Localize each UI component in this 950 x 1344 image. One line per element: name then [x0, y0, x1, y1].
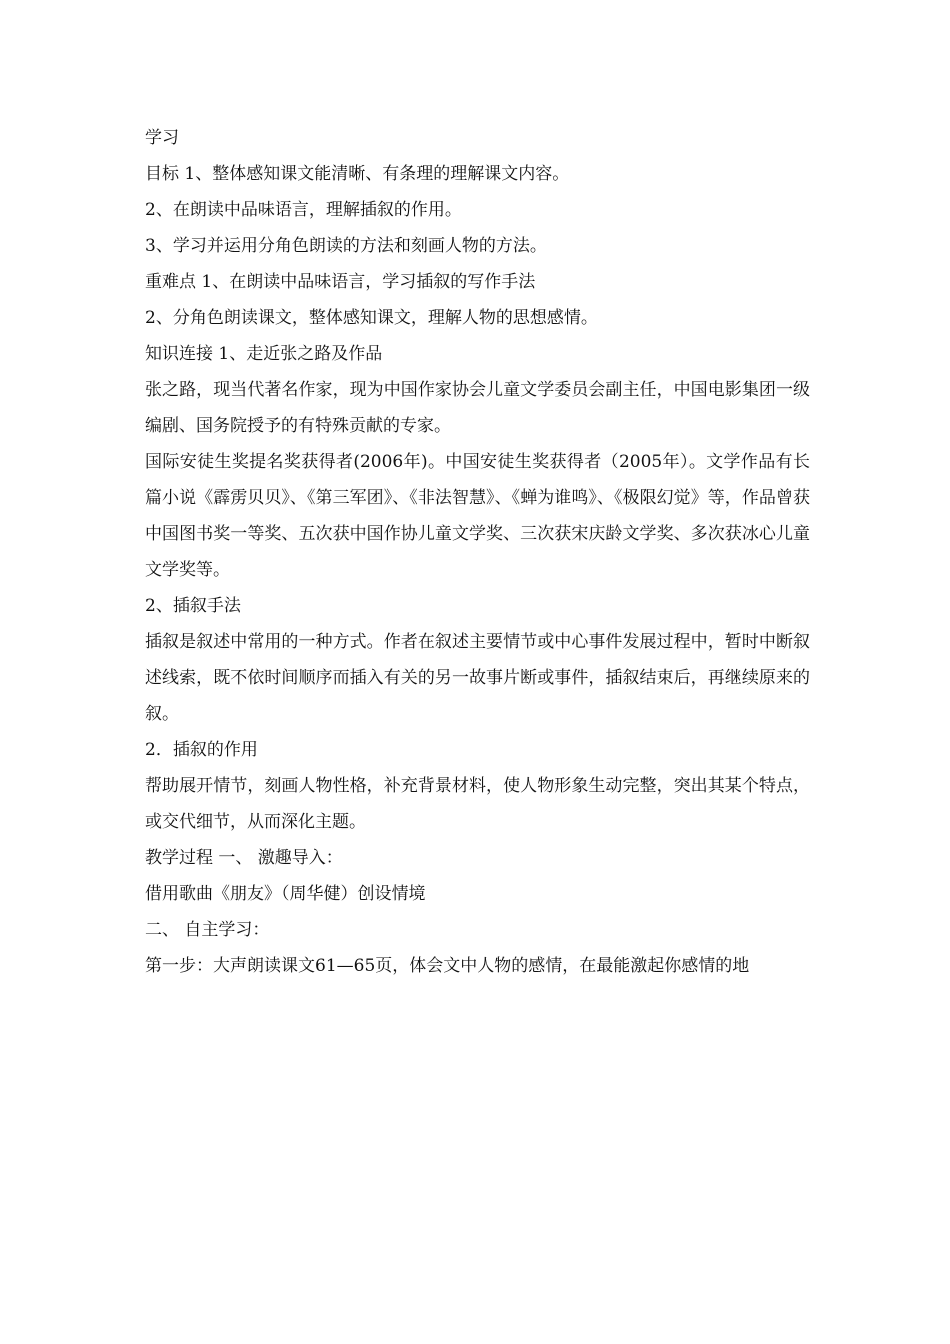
key-point-line-1: 重难点 1、在朗读中品味语言，学习插叙的写作手法	[145, 272, 536, 292]
step-one-line: 第一步：大声朗读课文61—65页，体会文中人物的感情，在最能激起你感情的地	[145, 956, 750, 976]
self-study-line: 二、 自主学习：	[145, 920, 270, 940]
flashback-heading: 2、插叙手法	[145, 596, 241, 616]
awards-paragraph: 国际安徒生奖提名奖获得者(2006年)。中国安徒生奖获得者（2005年）。文学作品有长篇小说《霹雳贝贝》、《第三军团》、《非法智慧》、《蝉为谁鸣》、《极限幻觉》等，作品曾获中国图书奖一等奖、五次获中国作协儿童文学奖、三次获宋庆龄文学奖、多次获冰心儿童文学奖等。	[145, 452, 810, 580]
document-body	[145, 120, 810, 984]
section-label-study: 学习	[145, 128, 179, 148]
teaching-process-line: 教学过程 一、 激趣导入：	[145, 848, 343, 868]
key-point-line-2: 2、分角色朗读课文，整体感知课文，理解人物的思想感情。	[145, 308, 598, 328]
objective-line-2: 2、在朗读中品味语言，理解插叙的作用。	[145, 200, 462, 220]
knowledge-link-heading: 知识连接 1、走近张之路及作品	[145, 344, 383, 364]
flashback-definition-paragraph: 插叙是叙述中常用的一种方式。作者在叙述主要情节或中心事件发展过程中，暂时中断叙述线索，既不依时间顺序而插入有关的另一故事片断或事件，插叙结束后，再继续原来的叙。	[145, 632, 810, 724]
flashback-effect-heading: 2．插叙的作用	[145, 740, 258, 760]
song-intro-line: 借用歌曲《朋友》（周华健）创设情境	[145, 884, 426, 904]
author-bio-paragraph: 张之路，现当代著名作家，现为中国作家协会儿童文学委员会副主任，中国电影集团一级编剧、国务院授予的有特殊贡献的专家。	[145, 380, 810, 436]
flashback-effect-paragraph: 帮助展开情节，刻画人物性格，补充背景材料，使人物形象生动完整，突出其某个特点，或交代细节，从而深化主题。	[145, 776, 810, 832]
objective-line-3: 3、学习并运用分角色朗读的方法和刻画人物的方法。	[145, 236, 547, 256]
objective-line-1: 目标 1、整体感知课文能清晰、有条理的理解课文内容。	[145, 164, 570, 184]
